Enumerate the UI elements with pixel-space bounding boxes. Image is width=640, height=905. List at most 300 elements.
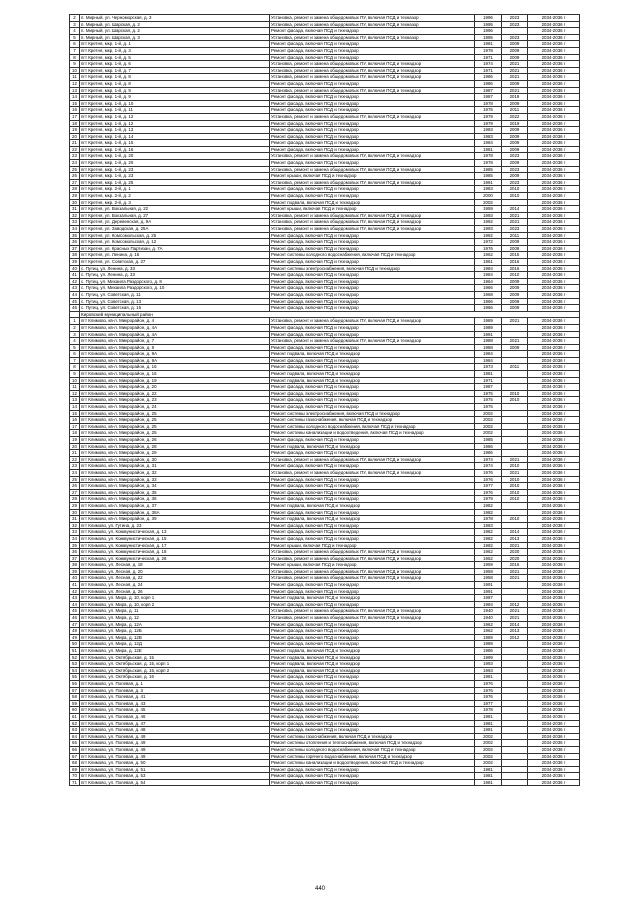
- row-number: 52: [70, 654, 80, 661]
- row-number: 46: [70, 615, 80, 622]
- row-number: 11: [70, 384, 80, 391]
- last-repair-year: 2010: [502, 463, 528, 470]
- last-repair-year: [502, 404, 528, 411]
- build-year: 2002: [475, 746, 502, 753]
- table-row: [70, 331, 580, 338]
- address: пгт Климово, кв-л. Микрорайон, д. 37: [80, 502, 270, 509]
- address: пгт Климово, ул. Лесная, д. 26: [80, 588, 270, 595]
- table-row: [70, 351, 580, 358]
- address: пгт Климово, ул. Полевая, д. 50: [80, 760, 270, 767]
- table-row: [70, 766, 580, 773]
- build-year: 1983: [475, 127, 502, 134]
- row-number: 12: [70, 390, 80, 397]
- table-row: [70, 694, 580, 701]
- work-type: Установка, ремонт и замена общедомовых ПУ, включая ПСД и технадзор: [270, 469, 475, 476]
- last-repair-year: 2021: [502, 74, 528, 81]
- address: пгт Климово, кв-л. Микрорайон, д. 16: [80, 364, 270, 371]
- row-number: 37: [70, 245, 80, 252]
- address: пгт Кретня, мкр. 1-й, д. 12: [80, 120, 270, 127]
- last-repair-year: 2009: [502, 285, 528, 292]
- table-row: [70, 628, 580, 635]
- address: пгт Климово, ул. Полевая, д. 43: [80, 700, 270, 707]
- work-type: Ремонт фасада, включая ПСД и технадзор: [270, 509, 475, 516]
- table-row: [70, 113, 580, 120]
- row-number: 35: [70, 232, 80, 239]
- row-number: 51: [70, 648, 80, 655]
- last-repair-year: 2012: [502, 634, 528, 641]
- work-type: Ремонт системы канализации и водоотведения, включая ПСД и технадзор: [270, 430, 475, 437]
- table-row: [70, 740, 580, 747]
- planned-period: 2034-2036 г: [528, 193, 580, 200]
- address: пгт Кретня, мкр. 1-й, д. 25: [80, 179, 270, 186]
- table-row: [70, 133, 580, 140]
- last-repair-year: 2010: [502, 272, 528, 279]
- planned-period: 2034-2036 г: [528, 502, 580, 509]
- last-repair-year: [502, 727, 528, 734]
- planned-period: 2034-2036 г: [528, 713, 580, 720]
- build-year: 2002: [475, 753, 502, 760]
- work-type: Ремонт фасада, включая ПСД и технадзор: [270, 232, 475, 239]
- address: пгт Кретня, мкр. 2-й, д. 1: [80, 186, 270, 193]
- planned-period: 2034-2036 г: [528, 720, 580, 727]
- work-type: Ремонт фасада, включая ПСД и технадзор: [270, 601, 475, 608]
- table-row: [70, 779, 580, 786]
- section-spacer: [70, 311, 80, 318]
- work-type: Ремонт фасада, включая ПСД и технадзор: [270, 390, 475, 397]
- last-repair-year: [502, 661, 528, 668]
- planned-period: 2034-2036 г: [528, 206, 580, 213]
- last-repair-year: [502, 450, 528, 457]
- address: пгт Климово, кв-л. Микрорайон, д. 4: [80, 318, 270, 325]
- address: пгт Кретня, мкр. 1-й, д. 7: [80, 67, 270, 74]
- table-row: [70, 285, 580, 292]
- table-row: [70, 34, 580, 41]
- planned-period: 2034-2036 г: [528, 61, 580, 68]
- last-repair-year: 2010: [502, 516, 528, 523]
- table-row: [70, 423, 580, 430]
- planned-period: 2034-2036 г: [528, 305, 580, 312]
- last-repair-year: 2019: [502, 120, 528, 127]
- work-type: Ремонт фасада, включая ПСД и технадзор: [270, 634, 475, 641]
- work-type: Ремонт фасада, включая ПСД и технадзор: [270, 535, 475, 542]
- last-repair-year: 2009: [502, 160, 528, 167]
- planned-period: 2034-2036 г: [528, 680, 580, 687]
- row-number: 21: [70, 140, 80, 147]
- address: пгт Климово, кв-л. Микрорайон, д. 7: [80, 338, 270, 345]
- build-year: 1975: [475, 404, 502, 411]
- planned-period: 2034-2036 г: [528, 469, 580, 476]
- page-number: 440: [314, 886, 325, 892]
- planned-period: 2034-2036 г: [528, 67, 580, 74]
- last-repair-year: [502, 502, 528, 509]
- planned-period: 2034-2036 г: [528, 324, 580, 331]
- build-year: 1985: [475, 437, 502, 444]
- address: пгт Климово, кв-л. Микрорайон, д. 31: [80, 463, 270, 470]
- planned-period: 2034-2036 г: [528, 535, 580, 542]
- last-repair-year: [502, 509, 528, 516]
- planned-period: 2034-2036 г: [528, 417, 580, 424]
- build-year: 1964: [475, 278, 502, 285]
- table-row: [70, 206, 580, 213]
- build-year: 1982: [475, 535, 502, 542]
- work-type: Ремонт подвала, включая ПСД и технадзор: [270, 377, 475, 384]
- last-repair-year: 2009: [502, 41, 528, 48]
- table-row: [70, 278, 580, 285]
- work-type: Ремонт фасада, включая ПСД и технадзор: [270, 193, 475, 200]
- last-repair-year: 2014: [502, 621, 528, 628]
- work-type: Ремонт фасада, включая ПСД и технадзор: [270, 588, 475, 595]
- row-number: 56: [70, 680, 80, 687]
- work-type: Ремонт подвала, включая ПСД и технадзор: [270, 661, 475, 668]
- work-type: Установка, ремонт и замена общедомовых ПУ, включая ПСД и технадзор: [270, 212, 475, 219]
- table-row: [70, 595, 580, 602]
- build-year: 1959: [475, 568, 502, 575]
- table-row: [70, 357, 580, 364]
- build-year: 1962: [475, 252, 502, 259]
- last-repair-year: 2023: [502, 153, 528, 160]
- row-number: 27: [70, 489, 80, 496]
- row-number: 12: [70, 80, 80, 87]
- build-year: 1976: [475, 687, 502, 694]
- address: пгт Климово, ул. Полевая, д. 3: [80, 687, 270, 694]
- planned-period: 2034-2036 г: [528, 766, 580, 773]
- work-type: Ремонт фасада, включая ПСД и технадзор: [270, 582, 475, 589]
- work-type: Ремонт подвала, включая ПСД и технадзор: [270, 667, 475, 674]
- planned-period: 2034-2036 г: [528, 133, 580, 140]
- build-year: 2000: [475, 193, 502, 200]
- build-year: 1978: [475, 516, 502, 523]
- build-year: 1976: [475, 469, 502, 476]
- row-number: 20: [70, 133, 80, 140]
- build-year: 1966: [475, 298, 502, 305]
- work-type: Установка, ремонт и замена общедомовых ПУ, включая ПСД и технадзор: [270, 87, 475, 94]
- planned-period: 2034-2036 г: [528, 694, 580, 701]
- row-number: 29: [70, 193, 80, 200]
- last-repair-year: 2010: [502, 193, 528, 200]
- planned-period: 2034-2036 г: [528, 509, 580, 516]
- build-year: 1982: [475, 502, 502, 509]
- planned-period: 2034-2036 г: [528, 120, 580, 127]
- address: пгт Климово, кв-л. Микрорайон, д. 25: [80, 430, 270, 437]
- table-row: [70, 127, 580, 134]
- address: с. Путиц, ул. Советская, д. 11: [80, 291, 270, 298]
- address: пгт Климово, ул. Полевая, д. 41: [80, 694, 270, 701]
- last-repair-year: 2014: [502, 206, 528, 213]
- planned-period: 2034-2036 г: [528, 674, 580, 681]
- last-repair-year: [502, 377, 528, 384]
- last-repair-year: 2011: [502, 364, 528, 371]
- row-number: 15: [70, 100, 80, 107]
- address: пгт Кретня, мкр. 1-й, д. 23: [80, 173, 270, 180]
- build-year: 1981: [475, 779, 502, 786]
- last-repair-year: 2016: [502, 562, 528, 569]
- last-repair-year: 2013: [502, 535, 528, 542]
- address: пгт Климово, ул. Мира, д. 12: [80, 615, 270, 622]
- last-repair-year: 2023: [502, 34, 528, 41]
- address: пгт Климово, ул. Полевая, д. 53: [80, 773, 270, 780]
- last-repair-year: [502, 443, 528, 450]
- build-year: 1988: [475, 344, 502, 351]
- work-type: Ремонт системы электроснабжения, включая ПСД и технадзор: [270, 265, 475, 272]
- row-number: 36: [70, 549, 80, 556]
- planned-period: 2034-2036 г: [528, 166, 580, 173]
- last-repair-year: [502, 351, 528, 358]
- planned-period: 2034-2036 г: [528, 272, 580, 279]
- work-type: Ремонт фасада, включая ПСД и технадзор: [270, 140, 475, 147]
- address: пгт Кретня, ул. Деревенская, д. 9А: [80, 219, 270, 226]
- last-repair-year: [502, 28, 528, 35]
- work-type: Ремонт фасада, включая ПСД и технадзор: [270, 529, 475, 536]
- row-number: 26: [70, 173, 80, 180]
- work-type: Ремонт системы горячего водоснабжения, включая ПСД и технадзор: [270, 753, 475, 760]
- table-row: [70, 212, 580, 219]
- last-repair-year: 2009: [502, 291, 528, 298]
- last-repair-year: [502, 588, 528, 595]
- last-repair-year: 2021: [502, 61, 528, 68]
- last-repair-year: [502, 667, 528, 674]
- planned-period: 2034-2036 г: [528, 753, 580, 760]
- last-repair-year: 2009: [502, 278, 528, 285]
- table-row: [70, 463, 580, 470]
- table-row: [70, 377, 580, 384]
- address: пгт Кретня, мкр. 1-й, д. 5: [80, 54, 270, 61]
- address: пгт Климово, ул. Октябрьская, д. 15, корп 1: [80, 661, 270, 668]
- address: пгт Климово, кв-л. Микрорайон, д. 19: [80, 377, 270, 384]
- address: с. Путиц, ул. Михаила Раздорского, д. 8: [80, 278, 270, 285]
- address: пгт Климово, ул. Лесная, д. 20: [80, 568, 270, 575]
- table-row: [70, 390, 580, 397]
- address: пгт Климово, кв-л. Микрорайон, д. 39: [80, 516, 270, 523]
- build-year: 1986: [475, 80, 502, 87]
- table-row: [70, 193, 580, 200]
- address: пгт Климово, ул. Мира, д. 12А: [80, 621, 270, 628]
- table-row: [70, 179, 580, 186]
- planned-period: 2034-2036 г: [528, 410, 580, 417]
- work-type: Ремонт фасада, включая ПСД и технадзор: [270, 47, 475, 54]
- table-row: [70, 47, 580, 54]
- table-row: [70, 74, 580, 81]
- row-number: 8: [70, 364, 80, 371]
- planned-period: 2034-2036 г: [528, 773, 580, 780]
- address: пгт Климово, ул. Коммунистическая, д. 28: [80, 555, 270, 562]
- work-type: Ремонт фасада, включая ПСД и технадзор: [270, 641, 475, 648]
- table-row: [70, 773, 580, 780]
- planned-period: 2034-2036 г: [528, 318, 580, 325]
- planned-period: 2034-2036 г: [528, 522, 580, 529]
- work-type: Ремонт фасада, включая ПСД и технадзор: [270, 766, 475, 773]
- row-number: 36: [70, 239, 80, 246]
- last-repair-year: [502, 760, 528, 767]
- table-row: [70, 654, 580, 661]
- work-type: Ремонт фасада, включая ПСД и технадзор: [270, 357, 475, 364]
- last-repair-year: [502, 773, 528, 780]
- last-repair-year: [502, 199, 528, 206]
- table-row: [70, 568, 580, 575]
- planned-period: 2034-2036 г: [528, 727, 580, 734]
- row-number: 6: [70, 41, 80, 48]
- build-year: 1977: [475, 483, 502, 490]
- build-year: 1993: [475, 212, 502, 219]
- work-type: Ремонт фасада, включая ПСД и технадзор: [270, 331, 475, 338]
- build-year: 1986: [475, 74, 502, 81]
- planned-period: 2034-2036 г: [528, 760, 580, 767]
- last-repair-year: 2023: [502, 21, 528, 28]
- table-row: [70, 140, 580, 147]
- planned-period: 2034-2036 г: [528, 338, 580, 345]
- work-type: Ремонт фасада, включая ПСД и технадзор: [270, 146, 475, 153]
- row-number: 14: [70, 404, 80, 411]
- planned-period: 2034-2036 г: [528, 127, 580, 134]
- work-type: Ремонт фасада, включая ПСД и технадзор: [270, 127, 475, 134]
- build-year: 1959: [475, 562, 502, 569]
- document-page: [69, 14, 579, 786]
- planned-period: 2034-2036 г: [528, 608, 580, 615]
- row-number: 2: [70, 324, 80, 331]
- table-row: [70, 397, 580, 404]
- table-row: [70, 733, 580, 740]
- planned-period: 2034-2036 г: [528, 384, 580, 391]
- build-year: 1981: [475, 146, 502, 153]
- planned-period: 2034-2036 г: [528, 219, 580, 226]
- planned-period: 2034-2036 г: [528, 179, 580, 186]
- work-type: Ремонт фасада, включая ПСД и технадзор: [270, 489, 475, 496]
- last-repair-year: [502, 331, 528, 338]
- address: пгт Климово, кв-л. Микрорайон, д. 33: [80, 476, 270, 483]
- table-row: [70, 239, 580, 246]
- planned-period: 2034-2036 г: [528, 74, 580, 81]
- table-row: [70, 476, 580, 483]
- planned-period: 2034-2036 г: [528, 232, 580, 239]
- row-number: 9: [70, 61, 80, 68]
- build-year: 1989: [475, 318, 502, 325]
- address: пгт Климово, ул. Полевая, д. 45: [80, 707, 270, 714]
- row-number: 22: [70, 146, 80, 153]
- planned-period: 2034-2036 г: [528, 595, 580, 602]
- work-type: Ремонт фасада, включая ПСД и технадзор: [270, 54, 475, 61]
- row-number: 5: [70, 34, 80, 41]
- planned-period: 2034-2036 г: [528, 654, 580, 661]
- address: пгт Климово, ул. Лесная, д. 18: [80, 562, 270, 569]
- address: пгт Кретня, мкр. 1-й, д. 1: [80, 41, 270, 48]
- last-repair-year: [502, 582, 528, 589]
- last-repair-year: 2009: [502, 146, 528, 153]
- last-repair-year: 2010: [502, 476, 528, 483]
- build-year: 2002: [475, 760, 502, 767]
- row-number: 53: [70, 661, 80, 668]
- work-type: Ремонт системы канализации и водоотведения, включая ПСД и технадзор: [270, 760, 475, 767]
- address: пгт Климово, кв-л. Микрорайон, д. 28: [80, 443, 270, 450]
- table-row: [70, 443, 580, 450]
- work-type: Ремонт фасада, включая ПСД и технадзор: [270, 160, 475, 167]
- work-type: Ремонт фасада, включая ПСД и технадзор: [270, 364, 475, 371]
- planned-period: 2034-2036 г: [528, 740, 580, 747]
- row-number: 55: [70, 674, 80, 681]
- row-number: 43: [70, 595, 80, 602]
- last-repair-year: 2009: [502, 100, 528, 107]
- section-heading-row: [70, 311, 580, 318]
- row-number: 34: [70, 535, 80, 542]
- address: пгт Климово, ул. Полевая, д. 54: [80, 779, 270, 786]
- table-row: [70, 173, 580, 180]
- work-type: Установка, ремонт и замена общедомовых ПУ, включая ПСД и технадзор: [270, 166, 475, 173]
- work-type: Ремонт фасада, включая ПСД и технадзор: [270, 80, 475, 87]
- build-year: 1979: [475, 113, 502, 120]
- table-row: [70, 344, 580, 351]
- work-type: Ремонт фасада, включая ПСД и технадзор: [270, 628, 475, 635]
- table-row: [70, 291, 580, 298]
- row-number: 13: [70, 397, 80, 404]
- address: пгт Климово, кв-л. Микрорайон, д. 4А: [80, 324, 270, 331]
- row-number: 25: [70, 166, 80, 173]
- work-type: Ремонт крыши, включая ПСД и технадзор: [270, 542, 475, 549]
- build-year: 1973: [475, 364, 502, 371]
- planned-period: 2034-2036 г: [528, 779, 580, 786]
- table-row: [70, 371, 580, 378]
- work-type: Ремонт фасада, включая ПСД и технадзор: [270, 384, 475, 391]
- planned-period: 2034-2036 г: [528, 430, 580, 437]
- row-number: 24: [70, 469, 80, 476]
- planned-period: 2034-2036 г: [528, 489, 580, 496]
- address: пгт Климово, кв-л. Микрорайон, д. 25: [80, 423, 270, 430]
- row-number: 8: [70, 54, 80, 61]
- build-year: 1987: [475, 384, 502, 391]
- last-repair-year: 2021: [502, 318, 528, 325]
- address: пгт Кретня, мкр. 1-й, д. 15: [80, 140, 270, 147]
- work-type: Установка, ремонт и замена общедомовых ПУ, включая ПСД и технадзор: [270, 575, 475, 582]
- planned-period: 2034-2036 г: [528, 700, 580, 707]
- work-type: Ремонт фасада, включая ПСД и технадзор: [270, 450, 475, 457]
- table-row: [70, 502, 580, 509]
- planned-period: 2034-2036 г: [528, 331, 580, 338]
- build-year: 1974: [475, 463, 502, 470]
- work-type: Ремонт подвала, включая ПСД и технадзор: [270, 443, 475, 450]
- planned-period: 2034-2036 г: [528, 34, 580, 41]
- build-year: 1975: [475, 397, 502, 404]
- last-repair-year: 2009: [502, 305, 528, 312]
- last-repair-year: 2009: [502, 140, 528, 147]
- address: п. Мирный, ул. Шарская, д. 3: [80, 34, 270, 41]
- table-row: [70, 160, 580, 167]
- planned-period: 2034-2036 г: [528, 173, 580, 180]
- table-row: [70, 153, 580, 160]
- work-type: Ремонт фасада, включая ПСД и технадзор: [270, 186, 475, 193]
- last-repair-year: 2009: [502, 298, 528, 305]
- table-row: [70, 61, 580, 68]
- row-number: 40: [70, 265, 80, 272]
- row-number: 49: [70, 634, 80, 641]
- row-number: 15: [70, 410, 80, 417]
- build-year: 1940: [475, 615, 502, 622]
- address: пгт Климово, ул. Коммунистическая, д. 18: [80, 549, 270, 556]
- row-number: 10: [70, 67, 80, 74]
- last-repair-year: [502, 324, 528, 331]
- row-number: 42: [70, 588, 80, 595]
- work-type: Ремонт системы газоснабжения, включая ПСД и технадзор: [270, 733, 475, 740]
- work-type: Ремонт системы газоснабжения, включая ПСД и технадзор: [270, 417, 475, 424]
- build-year: 1952: [475, 555, 502, 562]
- last-repair-year: 2009: [502, 344, 528, 351]
- row-number: 23: [70, 463, 80, 470]
- build-year: 2002: [475, 410, 502, 417]
- address: пгт Климово, ул. Полевая, д. 47: [80, 720, 270, 727]
- table-row: [70, 146, 580, 153]
- last-repair-year: [502, 746, 528, 753]
- row-number: 62: [70, 720, 80, 727]
- build-year: 1999: [475, 654, 502, 661]
- row-number: 28: [70, 186, 80, 193]
- address: пгт Кретня, ул. Комсомольская, д. 25: [80, 232, 270, 239]
- last-repair-year: 2015: [502, 252, 528, 259]
